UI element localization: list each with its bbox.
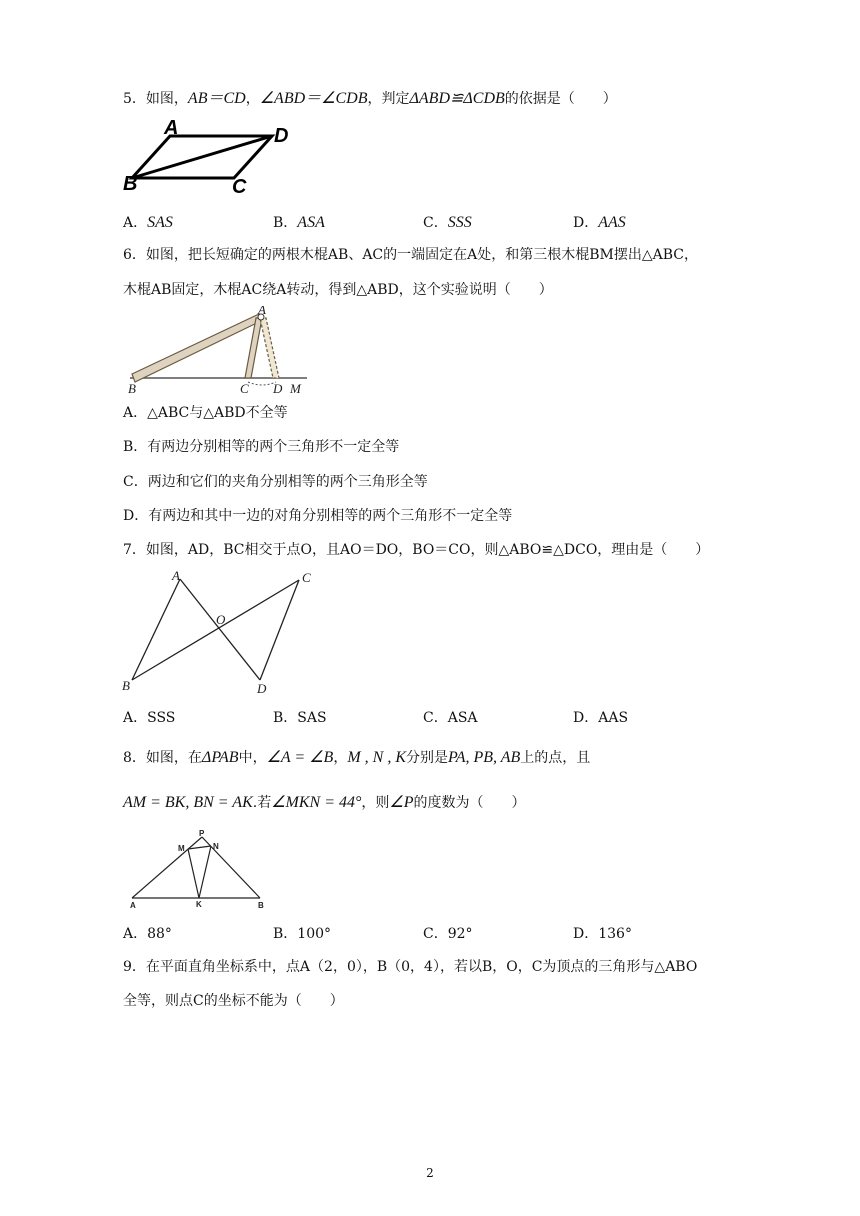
segment-cd — [260, 580, 299, 680]
q6-option-c[interactable]: C．两边和它们的夹角分别相等的两个三角形全等 — [123, 474, 428, 490]
q5-option-b[interactable]: B．ASA — [273, 214, 325, 231]
label-d: D — [273, 381, 283, 396]
label-n: N — [213, 842, 219, 851]
stick-ad — [260, 318, 279, 378]
label-a: A — [164, 118, 179, 139]
label-b: B — [123, 173, 138, 195]
q7-option-b[interactable]: B．SAS — [273, 710, 327, 726]
q5-option-c[interactable]: C．SSS — [423, 214, 472, 231]
label-m: M — [178, 844, 185, 853]
label-k: K — [196, 900, 202, 909]
label-a: A — [130, 901, 136, 910]
question-6-stem-line1: 6．如图，把长短确定的两根木棍AB、AC的一端固定在A处，和第三根木棍BM摆出△ABC， — [123, 247, 699, 263]
label-b: B — [128, 381, 136, 396]
stick-ab — [132, 314, 263, 382]
q7-option-d[interactable]: D．AAS — [573, 710, 629, 726]
q6-option-a[interactable]: A．△ABC与△ABD不全等 — [123, 405, 288, 421]
question-6-stem-line2: 木棍AB固定，木棍AC绕A转动，得到△ABD，这个实验说明（ ） — [123, 282, 553, 298]
label-o: O — [216, 612, 226, 627]
q8-option-a[interactable]: A．88° — [123, 926, 172, 942]
segment-ap — [132, 837, 202, 898]
label-c: C — [232, 176, 247, 198]
q5-option-d[interactable]: D．AAS — [573, 214, 626, 231]
label-b: B — [122, 678, 130, 693]
q8-option-d[interactable]: D．136° — [573, 926, 632, 942]
question-5-figure — [122, 118, 307, 200]
question-8-figure — [122, 830, 272, 910]
label-p: P — [199, 830, 205, 838]
q7-option-a[interactable]: A．SSS — [123, 710, 176, 726]
label-a: A — [258, 306, 266, 317]
q5-option-a[interactable]: A．SAS — [123, 214, 173, 231]
question-7-stem: 7．如图，AD，BC相交于点O，且AO＝DO，BO＝CO，则△ABO≌△DCO，理由是（ ） — [123, 542, 710, 558]
question-6-figure — [122, 306, 312, 396]
question-8-stem-line1: 8．如图，在ΔPAB中，∠A = ∠B，M , N , K分别是PA, PB, AB上的点，且 — [123, 749, 591, 766]
q6-option-d[interactable]: D．有两边和其中一边的对角分别相等的两个三角形不一定全等 — [123, 508, 513, 524]
q6-option-b[interactable]: B．有两边分别相等的两个三角形不一定全等 — [123, 439, 400, 455]
question-5-stem: 5．如图，AB＝CD，∠ABD＝∠CDB，判定ΔABD≌ΔCDB的依据是（ ） — [123, 90, 617, 107]
segment-ab — [132, 579, 180, 680]
segment-nk — [199, 846, 211, 898]
question-9-stem-line1: 9．在平面直角坐标系中，点A（2，0），B（0，4），若以B，O，C为顶点的三角形与△ABO — [123, 959, 698, 975]
label-c: C — [240, 381, 249, 396]
page-number: 2 — [426, 1166, 434, 1180]
q8-option-b[interactable]: B．100° — [273, 926, 332, 942]
label-m: M — [290, 381, 301, 396]
label-d: D — [274, 125, 289, 147]
question-7-figure — [120, 566, 320, 698]
segment-bc — [132, 580, 299, 680]
question-8-stem-line2: AM = BK, BN = AK.若∠MKN = 44°，则∠P的度数为（ ） — [123, 794, 526, 811]
question-9-stem-line2: 全等，则点C的坐标不能为（ ） — [123, 993, 344, 1009]
q7-option-c[interactable]: C．ASA — [423, 710, 478, 726]
segment-ad — [180, 579, 260, 680]
q8-option-c[interactable]: C．92° — [423, 926, 473, 942]
label-c: C — [302, 570, 311, 585]
label-d: D — [257, 681, 267, 696]
label-a: A — [172, 568, 180, 583]
segment-mk — [188, 849, 199, 898]
arc-cd — [248, 382, 276, 385]
label-b: B — [258, 901, 264, 910]
